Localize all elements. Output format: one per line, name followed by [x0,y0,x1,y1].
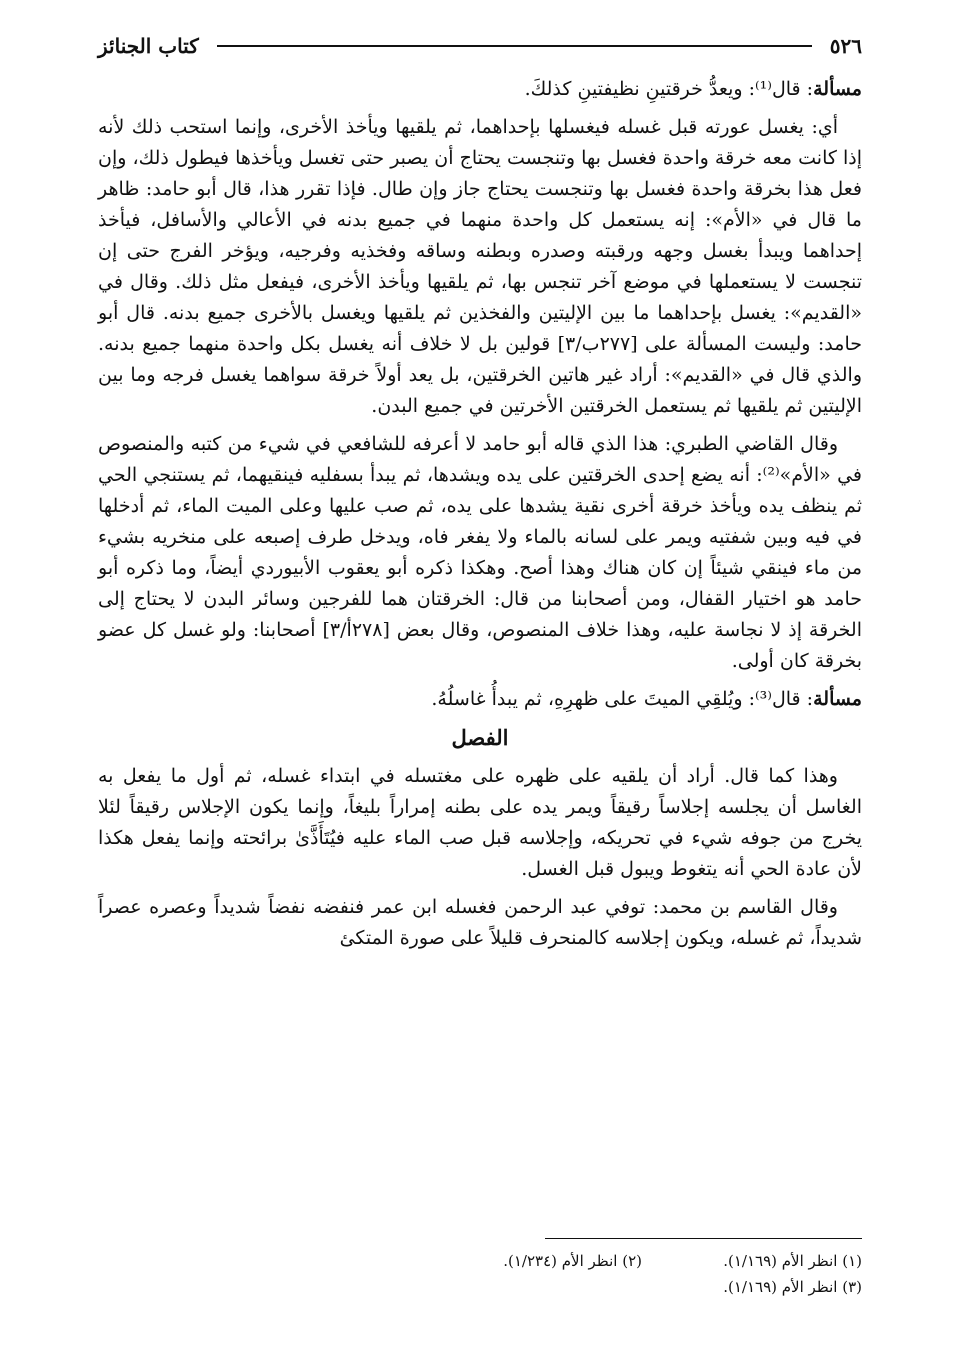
masala-label: مسألة [813,78,862,100]
main-text [98,74,862,961]
running-title: كتاب الجنائز [98,34,199,58]
masala-label: مسألة [813,688,862,710]
page-header [98,28,862,64]
masala-line-2 [98,684,862,715]
footnote-3: (٣) انظر الأم (١/١٦٩). [723,1278,862,1296]
paragraph: أي: يغسل عورته قبل غسله فيغسلها بإحداهما، ثم يلقيها ويأخذ الأخرى، وإنما استحب ذلك لأنه إذا كانت معه خرقة واحدة فغسل بها وتنجست يحتاج أن يصبر حتى تغسل ويأخذها فيطول ذلك، وإن فعل هذا بخرقة واحدة فغسل بها وتنجست يحتاج جاز وإن طال. فإذا تقرر هذا، قال أبو حامد: ظاهر ما قال في «الأم»: إنه يستعمل كل واحدة منهما في جميع بدنه في الأعالي والأسافل، فيأخذ إحداهما ويبدأ بغسل وجهه ورقبته وصدره وبطنه وساقه وفخذيه وفرجيه، ويؤخر الفرج حتى إن تنجست لا يستعملها في موضع آخر تنجس بها، ثم يلقيها ويأخذ الأخرى، فيفعل مثل ذلك. وقال في «القديم»: يغسل بإحداهما ما بين الإليتين والفخذين ثم يلقيها ويغسل بالأخرى جميع بدنه. قال أبو حامد: وليست المسألة على [٢٧٧ب/٣] قولين بل لا خلاف أنه يغسل بكل واحدة منهما جميع بدنه. والذي قال في «القديم»: أراد غير هاتين الخرقتين، بل يعد أولاً خرقة سواهما يغسل فرجه وما بين الإليتين ثم يلقيها ثم يستعمل الخرقتين الأخرتين في جميع البدن. [98,116,862,417]
paragraph: وقال القاسم بن محمد: توفي عبد الرحمن فغسله ابن عمر فنفضه نفضاً شديداً وعصره عصراً شديداً، ثم غسله، ويكون إجلاسه كالمنحرف قليلاً على صورة المتكئ [98,896,862,949]
paragraph: وهذا كما قال. أراد أن يلقيه على ظهره على مغتسله في ابتداء غسله، ثم أول ما يفعل به الغاسل أن يجلسه إجلاساً رقيقاً ويمر يده على بطنه إمراراً بليغاً، وإنما يكون الإجلاس رقيقاً لئلا يخرج من جوفه شيء في تحريكه، وإجلاسه قبل صب الماء عليه فيُتَأَذَّىٰ برائحته وإنما يفعل هكذا لأن عادة الحي أنه يتغوط ويبول قبل الغسل. [98,765,862,880]
footnote-row [98,1274,862,1300]
footnotes [98,1248,862,1300]
header-rule [217,45,812,47]
footnote-rule [545,1238,862,1239]
footnote-row [98,1248,862,1274]
paragraph: وقال القاضي الطبري: هذا الذي قاله أبو حامد لا أعرفه للشافعي في شيء من كتبه والمنصوص في «الأم»⁽²⁾: أنه يضع إحدى الخرقتين على يده ويشدها، ثم يبدأ بسفليه فينقيهما، ثم يستنجي الحي ثم ينظف يده ويأخذ خرقة أخرى نقية يشدها على يده، ثم صب عليها وعلى الميت الماء، ثم أدخلها في فيه وبين شفتيه ويمر على لسانه بالماء ولا يفغر فاه، ويدخل طرف إصبعه على منخريه بشيء من ماء فينقي شيئاً إن كان هناك وهذا أصح. وهكذا ذكره أبو يعقوب الأبيوردي أيضاً، وما ذكره أبو حامد هو اختيار القفال، ومن أصحابنا من قال: الخرقتان هما للفرجين وسائر البدن لا يحتاج إلى الخرقة إذ لا نجاسة عليه، وهذا خلاف المنصوص، وقال بعض [٢٧٨أ/٣] أصحابنا: ولو غسل كل عضو بخرقة كان أولى. [98,433,863,672]
footnote-2: (٢) انظر الأم (١/٢٣٤). [503,1252,642,1270]
masala-text: : قال⁽³⁾: ويُلقِي الميتَ على ظهرِهِ، ثم يبدأُ غاسلُهُ. [431,688,814,710]
page-number: ٥٢٦ [829,34,862,58]
footnote-1: (١) انظر الأم (١/١٦٩). [723,1252,862,1270]
section-heading: الفصل [451,725,509,750]
masala-text: : قال⁽¹⁾: ويعدُّ خرقتينِ نظيفتينِ كذلكَ. [524,78,814,100]
masala-line-1 [98,74,862,105]
